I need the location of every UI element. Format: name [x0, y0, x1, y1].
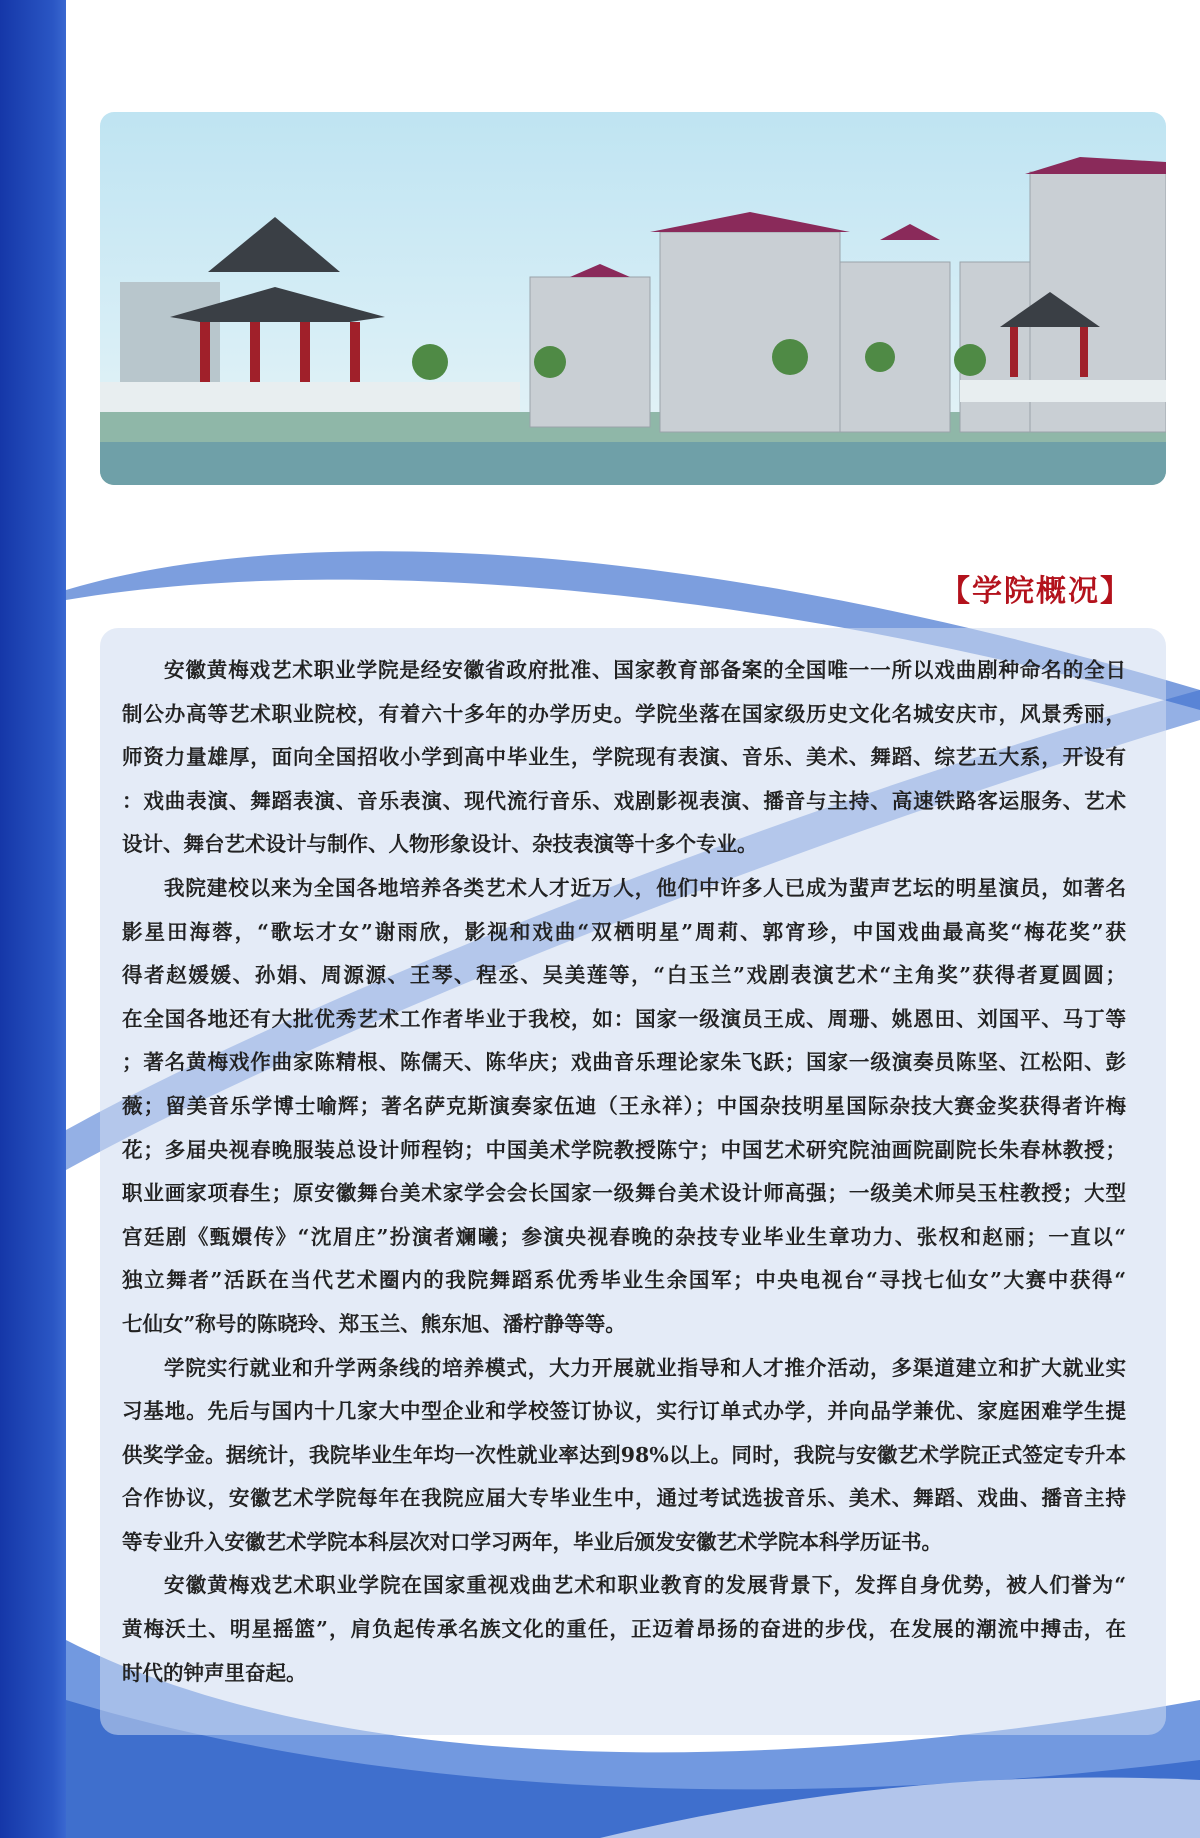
text-line: ；著名黄梅戏作曲家陈精根、陈儒天、陈华庆；戏曲音乐理论家朱飞跃；国家一级演奏员陈坚、江松阳、彭 [122, 1050, 1126, 1075]
paragraph-closing [122, 1567, 1126, 1698]
paragraph-alumni [122, 870, 1126, 1350]
text-line: 习基地。先后与国内十几家大中型企业和学校签订协议，实行订单式办学，并向品学兼优、家庭困难学生提 [122, 1399, 1126, 1424]
paragraph-employment [122, 1350, 1126, 1568]
text-line: 供奖学金。据统计，我院毕业生年均一次性就业率达到98%以上。同时，我院与安徽艺术学院正式签定专升本 [122, 1442, 1126, 1467]
text-line: 在全国各地还有大批优秀艺术工作者毕业于我校，如：国家一级演员王成、周珊、姚恩田、刘国平、马丁等 [122, 1006, 1126, 1031]
text-line: 合作协议，安徽艺术学院每年在我院应届大专毕业生中，通过考试选拔音乐、美术、舞蹈、戏曲、播音主持 [122, 1486, 1126, 1511]
text-line: 设计、舞台艺术设计与制作、人物形象设计、杂技表演等十多个专业。 [122, 832, 758, 857]
text-line: 安徽黄梅戏艺术职业学院是经安徽省政府批准、国家教育部备案的全国唯一一所以戏曲剧种命名的全日 [164, 658, 1126, 682]
text-line: 得者赵媛媛、孙娟、周源源、王琴、程丞、吴美莲等，“白玉兰”戏剧表演艺术“主角奖”获得者夏圆圆； [122, 963, 1126, 988]
campus-photo [100, 112, 1166, 485]
text-line: 宫廷剧《甄嬛传》“沈眉庄”扮演者斓曦；参演央视春晚的杂技专业毕业生章功力、张权和赵丽；一直以“ [122, 1224, 1126, 1249]
text-line: 职业画家项春生；原安徽舞台美术家学会会长国家一级舞台美术设计师高强；一级美术师吴玉柱教授；大型 [122, 1181, 1126, 1206]
text-line: 安徽黄梅戏艺术职业学院在国家重视戏曲艺术和职业教育的发展背景下，发挥自身优势，被人们誉为“ [164, 1573, 1126, 1598]
text-line: 等专业升入安徽艺术学院本科层次对口学习两年，毕业后颁发安徽艺术学院本科学历证书。 [122, 1529, 942, 1554]
text-line: 影星田海蓉，“歌坛才女”谢雨欣，影视和戏曲“双栖明星”周莉、郭宵珍，中国戏曲最高奖“梅花奖”获 [122, 919, 1126, 944]
article-body [122, 652, 1126, 1698]
text-line: 黄梅沃土、明星摇篮”，肩负起传承名族文化的重任，正迈着昂扬的奋进的步伐，在发展的潮流中搏击，在 [122, 1617, 1126, 1642]
text-line: 制公办高等艺术职业院校，有着六十多年的办学历史。学院坐落在国家级历史文化名城安庆市，风景秀丽， [122, 701, 1126, 726]
text-line: 花；多届央视春晚服装总设计师程钧；中国美术学院教授陈宁；中国艺术研究院油画院副院长朱春林教授； [122, 1137, 1126, 1162]
text-line: 学院实行就业和升学两条线的培养模式，大力开展就业指导和人才推介活动，多渠道建立和扩大就业实 [164, 1355, 1126, 1380]
text-line: 独立舞者”活跃在当代艺术圈内的我院舞蹈系优秀毕业生余国军；中央电视台“寻找七仙女”大赛中获得“ [122, 1268, 1126, 1293]
text-line: 时代的钟声里奋起。 [122, 1660, 307, 1685]
text-line: 师资力量雄厚，面向全国招收小学到高中毕业生，学院现有表演、音乐、美术、舞蹈、综艺五大系，开设有 [122, 745, 1126, 770]
paragraph-intro [122, 652, 1126, 870]
text-line: 七仙女”称号的陈晓玲、郑玉兰、熊东旭、潘柠静等等。 [122, 1311, 626, 1336]
section-title: 【学院概况】 [940, 574, 1132, 609]
text-line: 薇；留美音乐学博士喻辉；著名萨克斯演奏家伍迪（王永祥）；中国杂技明星国际杂技大赛金奖获得者许梅 [122, 1093, 1126, 1118]
text-line: 我院建校以来为全国各地培养各类艺术人才近万人，他们中许多人已成为蜚声艺坛的明星演员，如著名 [164, 875, 1126, 900]
text-line: ：戏曲表演、舞蹈表演、音乐表演、现代流行音乐、戏剧影视表演、播音与主持、高速铁路客运服务、艺术 [122, 788, 1126, 813]
